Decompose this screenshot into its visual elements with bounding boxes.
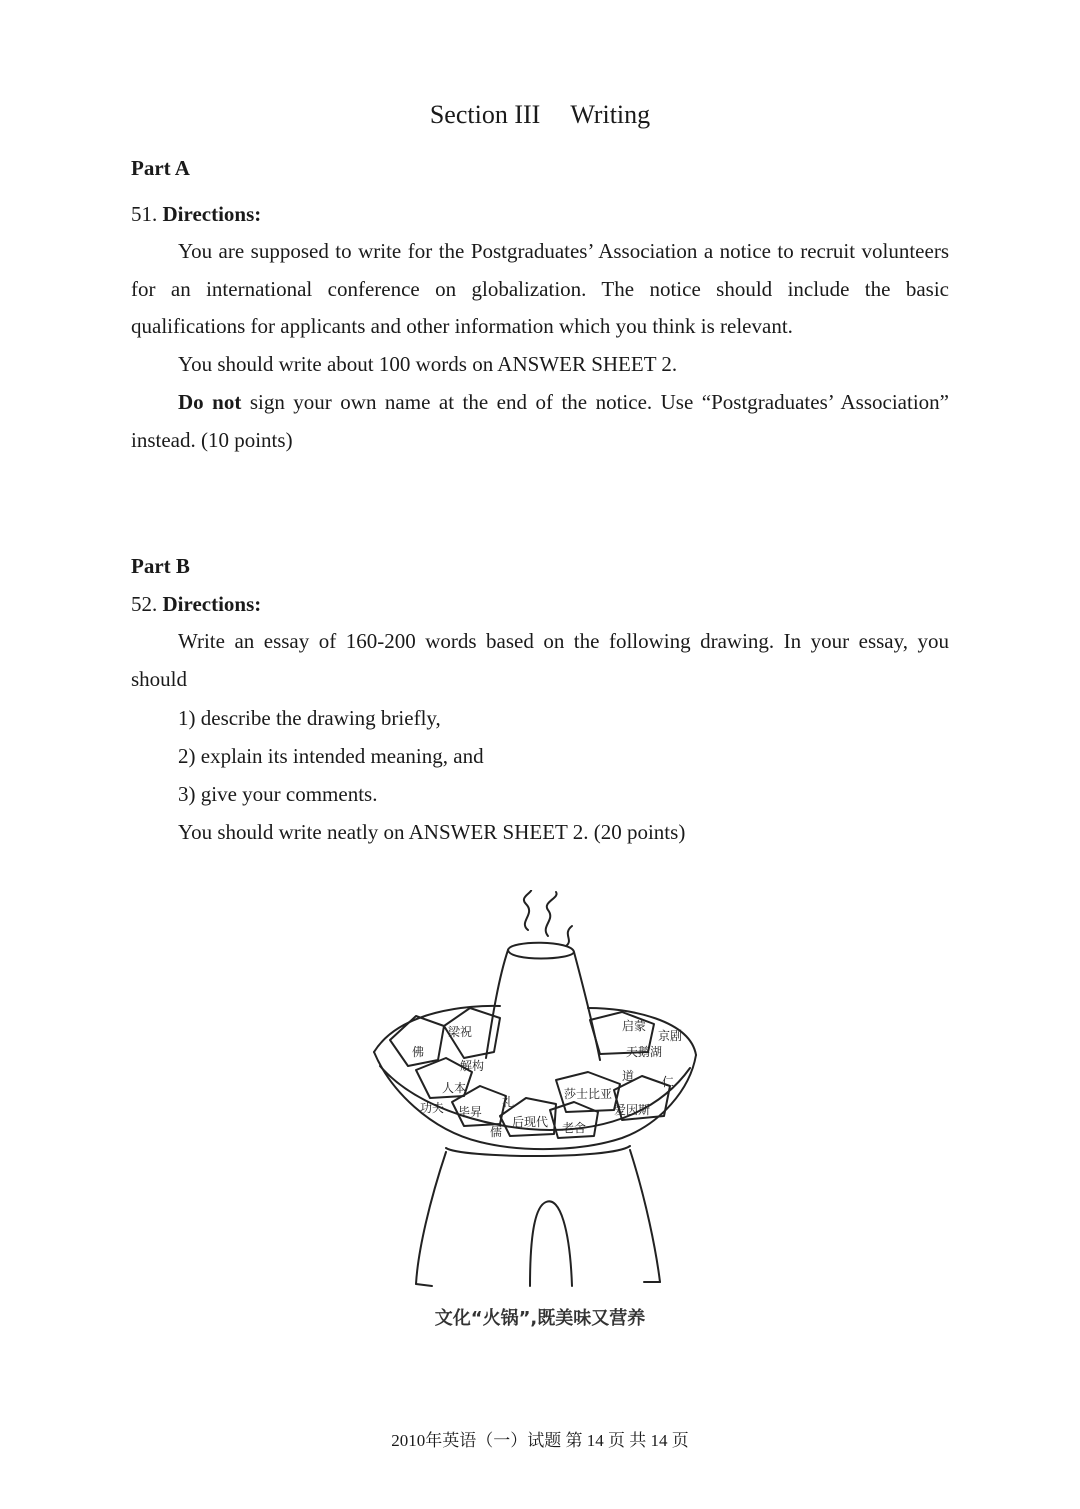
chimney-left: [486, 950, 508, 1058]
drawing-label-ren: 仁: [662, 1075, 675, 1089]
question-51-paragraph-2: You should write about 100 words on ANSWER SHEET 2.: [178, 352, 678, 377]
drawing-label-shashibiya: 莎士比亚: [564, 1087, 613, 1101]
question-52-intro-text: Write an essay of 160-200 words based on the following drawing. In your essay, you should: [131, 629, 949, 691]
question-52-intro: [131, 623, 949, 698]
drawing-label-bisheng: 毕昇: [458, 1105, 483, 1119]
drawing-label-aiyinsi: 爱因斯: [614, 1103, 651, 1117]
do-not-emphasis: Do not: [178, 389, 242, 414]
hot-pot-drawing: [360, 890, 710, 1300]
drawing-caption: 文化“火锅”,既美味又营养: [434, 1308, 646, 1329]
question-52-line: [131, 592, 261, 617]
base-left-foot: [416, 1284, 432, 1286]
section-title: [0, 100, 1080, 130]
base-left-leg: [416, 1152, 446, 1284]
question-51-paragraph-3: [131, 384, 949, 459]
drawing-label-gongfu: 功夫: [420, 1101, 445, 1115]
drawing-label-laoshe: 老舍: [562, 1121, 587, 1135]
question-52-number: 52.: [131, 592, 158, 616]
base-arch: [530, 1201, 572, 1286]
steam-curl-3: [566, 926, 572, 946]
question-51-directions-label: Directions:: [162, 202, 262, 226]
base-right-leg: [630, 1150, 660, 1282]
question-51-directions: [131, 233, 949, 459]
question-52-item-3: 3) give your comments.: [178, 782, 378, 806]
drawing-label-ru: 儒: [490, 1125, 503, 1139]
drawing-label-tianehu: 天鹅湖: [626, 1045, 663, 1059]
question-52-item-2: 2) explain its intended meaning, and: [178, 744, 484, 768]
question-52-directions-label: Directions:: [162, 592, 262, 616]
section-title-right: Writing: [570, 100, 651, 129]
question-51-paragraph-3-rest: sign your own name at the end of the notice. Use “Postgraduates’ Association” instead. (10 points): [131, 389, 949, 452]
steam-curl-2: [546, 892, 557, 936]
part-a-heading: Part A: [131, 156, 190, 180]
drawing-label-dao: 道: [622, 1069, 635, 1083]
question-51-number: 51.: [131, 202, 158, 226]
drawing-label-liangzhu: 梁祝: [448, 1025, 473, 1039]
question-52-closing: You should write neatly on ANSWER SHEET 2. (20 points): [178, 820, 686, 844]
drawing-label-jingju: 京剧: [658, 1029, 683, 1043]
steam-curl-1: [524, 890, 531, 930]
drawing-label-fo: 佛: [412, 1045, 425, 1059]
chimney-top: [508, 943, 574, 959]
question-52-item-1: 1) describe the drawing briefly,: [178, 706, 441, 730]
question-51-paragraph-1: You are supposed to write for the Postgraduates’ Association a notice to recruit volunteers for an international conference on globalization. The notice should include the basic qualifications for applicants and other information which you think is relevant.: [131, 239, 949, 339]
section-title-left: Section III: [429, 100, 541, 129]
drawing-label-jiegou: 解构: [460, 1059, 485, 1073]
drawing-label-li: 礼: [502, 1095, 515, 1109]
drawing-label-houxiandai: 后现代: [512, 1115, 549, 1129]
drawing-label-qimeng: 启蒙: [622, 1019, 647, 1033]
drawing-label-renben: 人本: [442, 1081, 467, 1095]
page-footer: 2010年英语（一）试题 第 14 页 共 14 页: [391, 1431, 689, 1450]
part-b-heading: Part B: [131, 554, 190, 578]
base-top: [446, 1146, 630, 1156]
question-51-line: [131, 202, 261, 227]
